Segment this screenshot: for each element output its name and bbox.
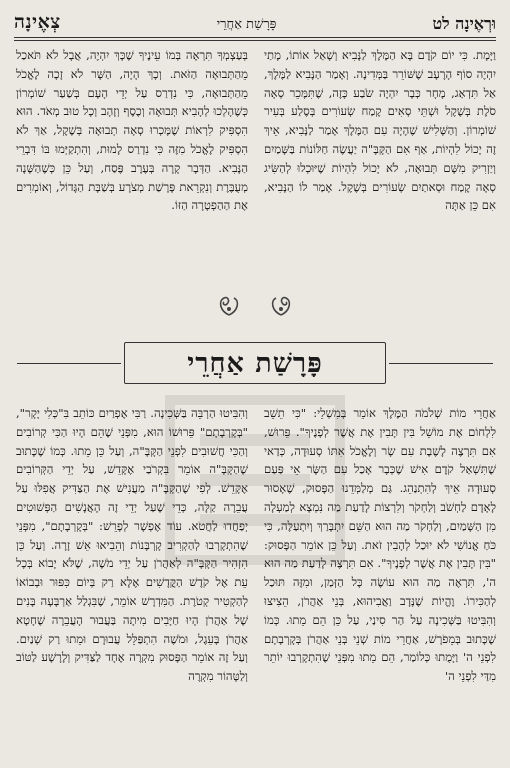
fleuron-left-icon: [216, 295, 242, 323]
header-parsha: פָּרָשַׁת אַחֲרֵי: [216, 17, 277, 32]
bottom-right-column: [264, 404, 496, 768]
top-left-column: [16, 46, 248, 282]
fleuron-right-icon: [268, 295, 294, 323]
running-header: [14, 4, 496, 34]
header-book-title: צְאֶינָה: [14, 11, 61, 33]
bottom-left-column: [16, 404, 248, 768]
top-right-text: וַיָּמָת. כִּי יוֹם קֹדֶם בָּא הַמֶּלֶךְ לַנָּבִיא וְשָׁאַל אוֹתוֹ, מָתַי יִהְיֶה סוֹף הָרָעָב שֶׁשּׁוֹרֵר בַּמְּדִינָה. וְאָמַר הַנָּבִיא לַמֶּלֶךְ, אַל תִּדְאַג, מָחָר כְּבָר יִהְיֶה שֹׂבַע כָּזֶה, שֶׁתִּמָּכֵר סְאָה סֹלֶת בְּשֶׁקֶל וּשְׁתֵּי סְאִים קֶמַח שְׂעוֹרִים בְּסֶלַע בְּעִיר שׁוֹמְרוֹן. וְהַשָּׁלִישׁ שֶׁהָיָה עִם הַמֶּלֶךְ אָמַר לַנָּבִיא, אֵיךְ זֶה יָכוֹל לִהְיוֹת, אַף אִם הַקָּבָּ"ה יַעֲשֶׂה חַלּוֹנוֹת בַּשָּׁמַיִם וְיַזְרִיק מִשָּׁם תְּבוּאָה, לֹא יָכוֹל לִהְיוֹת שֶׁיּוּכְלוּ לְהַשִּׂיג סְאָה קֶמַח וּסְאתַיִם שְׂעוֹרִים בְּשֶׁקֶל. אָמַר לוֹ הַנָּבִיא, אִם כֵּן אַתָּה: [264, 48, 496, 213]
bottom-left-text: וְהִבִּיטוּ הַרְבֵּה בַּשְּׁכִינָה. רַבִּי אֶפְרַיִם כּוֹתֵב בִּ"כְּלִי יָקָר", "בְּקָרְבָתָם" פֵּרוּשׁוֹ הוּא, מִפְּנֵי שֶׁהֵם הָיוּ הַכִּי קְרוֹבִים וְהַכִּי חֲשׁוּבִים לִפְנֵי הַקָּבָּ"ה, וְעַל כֵּן מֵתוּ. כְּמוֹ שֶׁכָּתוּב שֶׁהַקָּבָּ"ה אוֹמֵר בִּקְרֹבַי אֶקָּדֵשׁ, עַל יְדֵי הַקְּרוֹבִים אֶקָּדֵשׁ. לְפִי שֶׁהַקָּבָּ"ה מַעֲנִישׁ אֶת הַצַּדִּיק אֲפִלּוּ עַל עֲבֵרָה קַלָּה, כְּדֵי שֶׁעַל יְדֵי זֶה הָאֲנָשִׁים הַפְּשׁוּטִים יְפַחֲדוּ לַחֲטֹא. עוֹד אֶפְשָׁר לְפָרֵשׁ: "בְּקָרְבָתָם", מִפְּנֵי שֶׁהִתְקָרְבוּ לְהַקְרִיב קָרְבָּנוֹת וְהֵבִיאוּ אֵשׁ זָרָה. וְעַל כֵּן הִזְהִיר הַקָּבָּ"ה לְאַהֲרֹן עַל יְדֵי מֹשֶׁה, שֶׁלֹּא יָבוֹא בְּכָל עֵת אֶל קֹדֶשׁ הַקֳּדָשִׁים אֶלָּא רַק בְּיוֹם כִּפּוּר וּבְבוֹאוֹ לְהַקְטִיר קְטֹרֶת. הַמִּדְרָשׁ אוֹמֵר, שֶׁבִּגְלַל אַרְבָּעָה בָּנִים שֶׁל אַהֲרֹן הָיוּ חַיָּבִים מִיתָה בַּעֲבוּר הָעֲבֵרָה שֶׁחָטָא אַהֲרֹן בָּעֵגֶל, וּמֹשֶׁה הִתְפַּלֵּל עֲבוּרָם וּמֵתוּ רַק שְׁנַיִם. וְעַל זֶה אוֹמֵר הַפָּסוּק מִקְרֶה אֶחָד לַצַּדִּיק וְלָרָשָׁע לַטּוֹב וְלַטָּהוֹר מִקְרֶה: [16, 406, 248, 684]
top-left-text: בְּעַצְמְךָ תִּרְאֶה בְּמוֹ עֵינֶיךָ שֶׁכָּךְ יִהְיֶה, אֲבָל לֹא תֹּאכַל מֵהַתְּבוּאָה הַזֹּאת. וְכָךְ הָיָה, הַשָּׁר לֹא זָכָה לֶאֱכֹל מֵהַתְּבוּאָה, כִּי נִדְרַס עַל יְדֵי הָעָם בְּשַׁעַר שׁוֹמְרוֹן כְּשֶׁהָלְכוּ לְהָבִיא תְּבוּאָה וְכֶסֶף וְזָהָב וְכָל טוּב מְאֹד. הוּא הִסְפִּיק לִרְאוֹת שֶׁמָּכְרוּ סְאָה תְבוּאָה בְּשֶׁקֶל, אַךְ לֹא הִסְפִּיק לֶאֱכֹל מִזֶּה כִּי נִדְרַס לָמוּת, וְהִתְקַיְּמוּ בּוֹ דִּבְרֵי הַנָּבִיא. הַדְּבָר קָרָה בְּעֶרֶב פֶּסַח, וְעַל כֵּן כְּשֶׁהַשָּׁנָה מְעֻבֶּרֶת וְנִקְרֵאת פָּרָשַׁת מְצֹרָע בְּשַׁבָּת הַגָּדוֹל, וְאוֹמְרִים אֶת הַהַפְטָרָה הַזּוֹ.: [16, 48, 248, 213]
section-title-box: [124, 342, 386, 384]
header-rule-thin: [14, 40, 496, 41]
section-title: פָּרָשַׁת אַחֲרֵי: [187, 347, 323, 379]
section-ornament: [0, 294, 510, 324]
header-rule: [14, 37, 496, 38]
bottom-right-text: אַחֲרֵי מוֹת שְׁלֹמֹה הַמֶּלֶךְ אוֹמֵר בְּמִשְׁלֵי: "כִּי תֵשֵׁב לִלְחוֹם אֶת מוֹשֵׁל בִּין תָּבִין אֶת אֲשֶׁר לְפָנֶיךָ". פֵּרוּשׁ, אִם תִּרְצֶה לָשֶׁבֶת עִם שָׂר וְלֶאֱכֹל אִתּוֹ סְעוּדָה, כְּדַאי שֶׁתִּשְׁאַל קֹדֶם אִישׁ שֶׁכְּבָר אָכַל עִם הַשָּׂר אֵי פַּעַם סְעוּדָה אֵיךְ לְהִתְנַהֵג. גַּם מְלַמְּדֵנוּ הַפָּסוּק, שֶׁאָסוּר לָאָדָם לַחְשֹׁב וְלַחְקֹר וְלִרְצוֹת לָדַעַת מַה נִּמְצָא לְמַעְלָה מִן הַשָּׁמַיִם, וְלַחְקֹר מַה הוּא הַשֵּׁם יִתְבָּרַךְ וְיִתְעַלֶּה, כִּי כֹּחַ אֱנוֹשִׁי לֹא יוּכַל לְהָבִין זֹאת. וְעַל כֵּן אוֹמֵר הַפָּסוּק: "בִּין תָּבִין אֶת אֲשֶׁר לְפָנֶיךָ". אִם תִּרְצֶה לָדַעַת מַה הוּא ה', תִּרְאֶה מַה הוּא עוֹשֶׂה כָּל הַזְּמַן, וּמִזֶּה תּוּכַל לְהַכִּירוֹ. וֶהֱיוֹת שֶׁנָּדָב וַאֲבִיהוּא, בְּנֵי אַהֲרֹן, הֵצִיצוּ וְהִבִּיטוּ בַּשְּׁכִינָה עַל הַר סִינַי, עַל כֵּן הֵם מֵתוּ. כְּמוֹ שֶׁכָּתוּב בְּמֵפֹרָשׁ, אַחֲרֵי מוֹת שְׁנֵי בְּנֵי אַהֲרֹן בְּקָרְבָתָם לִפְנֵי ה' וַיָּמֻתוּ כְּלוֹמַר, הֵם מֵתוּ מִפְּנֵי שֶׁהִתְקָרְבוּ יוֹתֵר מִדַּי לִפְנֵי ה': [264, 406, 496, 684]
top-right-column: [264, 46, 496, 282]
header-right: וּרְאֶינָה לט: [432, 14, 496, 33]
